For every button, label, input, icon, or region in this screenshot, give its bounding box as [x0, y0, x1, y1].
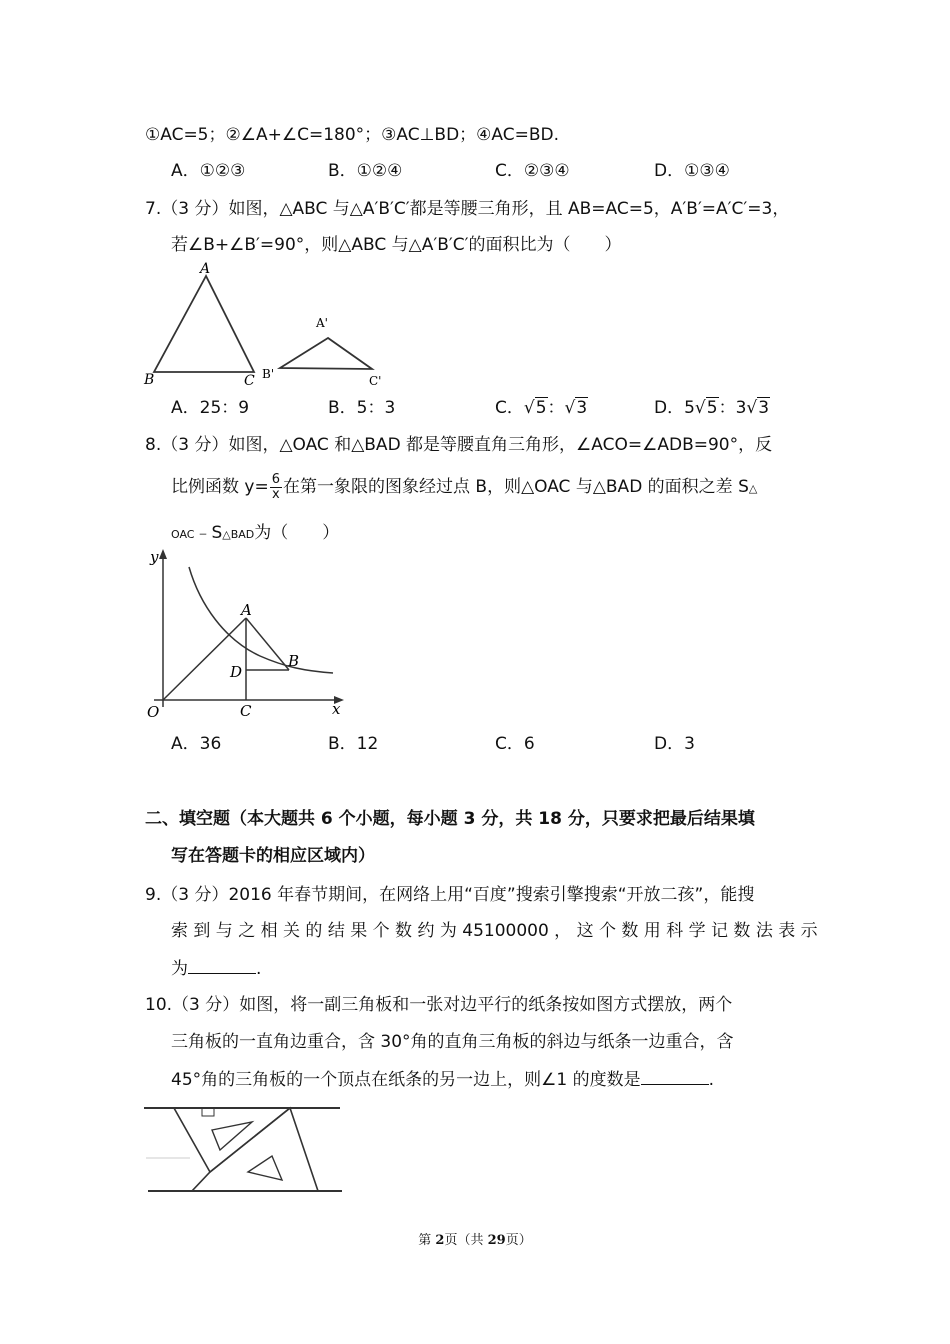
- label-a: A: [200, 261, 211, 277]
- triangle-a2b2c2: [280, 338, 372, 369]
- fraction-6-over-x: $\frac{6}{x}$: [271, 471, 280, 502]
- q8-line1: 8.（3 分）如图，△OAC 和△BAD 都是等腰直角三角形，∠ACO=∠ADB=90°，反: [145, 435, 773, 455]
- right-angle-mark: [202, 1108, 214, 1116]
- q8-option-b: B．12: [328, 734, 379, 754]
- q7-line2: 若∠B+∠B′=90°，则△ABC 与△A′B′C′的面积比为（ ）: [171, 235, 622, 255]
- q7-option-b: B．5：3: [328, 398, 396, 418]
- answer-blank: [188, 957, 256, 974]
- q9-line1: 9.（3 分）2016 年春节期间，在网络上用“百度”搜索引擎搜索“开放二孩”，能搜: [145, 885, 755, 905]
- set-square-30-inner: [212, 1122, 252, 1150]
- q8-option-a: A．36: [171, 734, 222, 754]
- q6-option-a: A．①②③: [171, 161, 246, 181]
- q8-figure: [140, 545, 360, 725]
- q6-option-b: B．①②④: [328, 161, 403, 181]
- label-a: A: [241, 601, 252, 619]
- q10-line3: 45°角的三角板的一个顶点在纸条的另一边上，则∠1 的度数是 .: [171, 1070, 714, 1090]
- label-o: O: [147, 703, 160, 721]
- q7-figure: [140, 258, 400, 393]
- q7-option-c: C．√5：√3: [495, 398, 588, 418]
- set-square-45: [192, 1108, 318, 1191]
- label-b: B: [288, 652, 300, 670]
- segment-oa: [163, 618, 246, 700]
- q10-line1: 10.（3 分）如图，将一副三角板和一张对边平行的纸条按如图方式摆放，两个: [145, 995, 733, 1015]
- page-footer: 第 2页（共 29页）: [418, 1233, 532, 1248]
- label-a-prime: A': [316, 316, 328, 330]
- label-c: C: [244, 373, 255, 389]
- q9-line3: 为 .: [171, 959, 262, 979]
- set-square-45-inner: [248, 1156, 282, 1180]
- sqrt-symbol: √5: [523, 398, 547, 418]
- q9-line2: 索 到 与 之 相 关 的 结 果 个 数 约 为 45100000 ， 这 个 数 用 科 学 记 数 法 表 示: [171, 921, 818, 941]
- sqrt-symbol: √5: [694, 398, 718, 418]
- label-d: D: [230, 663, 243, 681]
- answer-blank: [641, 1068, 709, 1085]
- triangle-abc: [154, 276, 254, 372]
- label-b: B: [144, 372, 155, 388]
- section2-title-line1: 二、填空题（本大题共 6 个小题，每小题 3 分，共 18 分，只要求把最后结果填: [145, 809, 755, 829]
- q8-line3: OAC﹣S△BAD为（ ）: [171, 523, 340, 543]
- q8-line2: 比例函数 y= $\frac{6}{x}$ 在第一象限的图象经过点 B，则△OAC 与△BAD 的面积之差 S△: [171, 471, 758, 502]
- total-pages: 29: [487, 1233, 506, 1248]
- q7-option-a: A．25：9: [171, 398, 250, 418]
- sqrt-symbol: √3: [746, 398, 770, 418]
- q10-line2: 三角板的一直角边重合，含 30°角的直角三角板的斜边与纸条一边重合，含: [171, 1032, 734, 1052]
- q7-line1: 7.（3 分）如图，△ABC 与△A′B′C′都是等腰三角形，且 AB=AC=5，A′B′=A′C′=3，: [145, 199, 790, 219]
- sqrt-symbol: √3: [564, 398, 588, 418]
- current-page: 2: [435, 1233, 445, 1248]
- label-y: y: [150, 548, 159, 566]
- q6-option-c: C．②③④: [495, 161, 570, 181]
- y-axis-arrow: [159, 549, 167, 559]
- q8-option-c: C．6: [495, 734, 535, 754]
- q6-option-d: D．①③④: [654, 161, 730, 181]
- hyperbola-curve: [189, 567, 333, 673]
- label-c-prime: C': [369, 374, 382, 388]
- q8-option-d: D．3: [654, 734, 695, 754]
- q6-conditions: ①AC=5；②∠A+∠C=180°；③AC⊥BD；④AC=BD.: [145, 125, 560, 145]
- label-x: x: [332, 700, 341, 718]
- label-b-prime: B': [262, 367, 275, 381]
- label-c: C: [240, 702, 252, 720]
- q10-figure: [140, 1100, 350, 1198]
- section2-title-line2: 写在答题卡的相应区域内）: [171, 846, 375, 866]
- segment-ab: [246, 618, 289, 670]
- q7-option-d: D．5√5：3√3: [654, 398, 770, 418]
